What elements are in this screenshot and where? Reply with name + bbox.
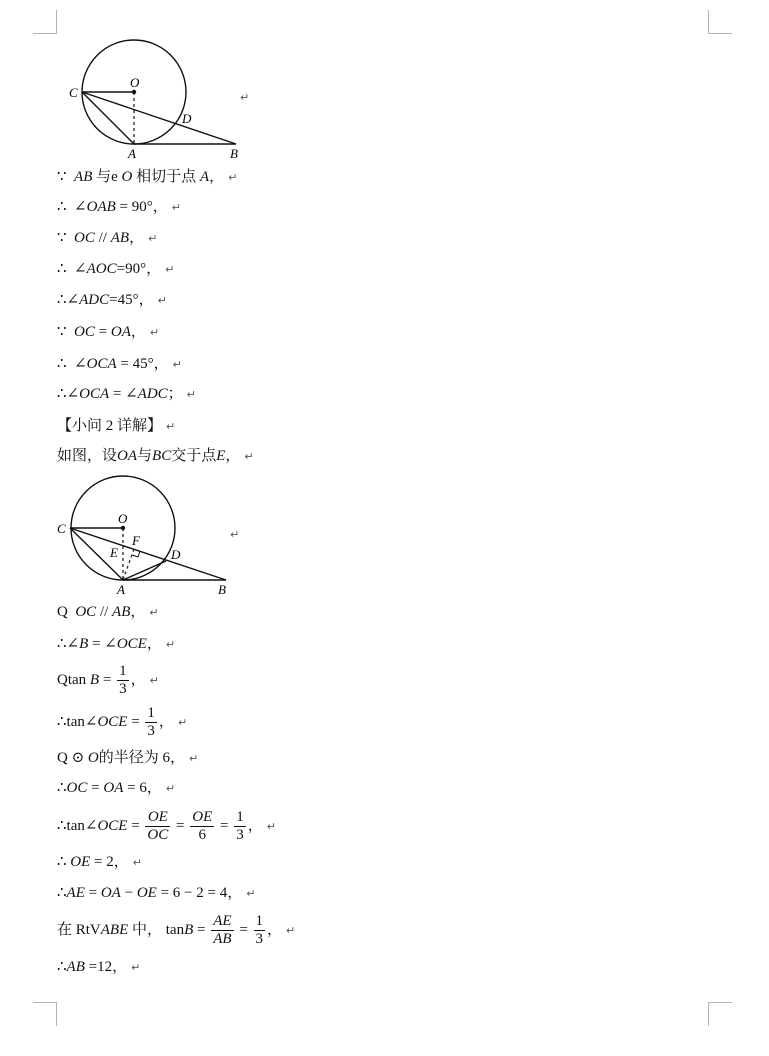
label-b: B (218, 582, 226, 597)
line-5: ∴∠ADC=45°， ↵ (57, 292, 167, 308)
right-angle-mark (132, 551, 140, 557)
line-12: ∴∠B = ∠OCE， ↵ (57, 636, 176, 652)
segment-cb (70, 528, 226, 580)
point-o (121, 526, 125, 530)
line-15: Q ⊙ O的半径为 6， ↵ (57, 750, 199, 766)
geometry-figure-2 (54, 470, 244, 598)
line-14: ∴tan∠OCE = $\frac{1}{3}$ ， ↵ (57, 705, 188, 740)
line-17: ∴tan∠OCE = $\frac{OE}{OC}$ = $\frac{OE}{6}$ = $\frac{1}{3}$ ， ↵ (57, 809, 276, 844)
line-21: ∴AB =12， ↵ (57, 959, 141, 975)
segment-ca (82, 92, 134, 144)
line-10: 如图，设OA与BC交于点E， ↵ (57, 448, 254, 464)
label-d: D (171, 547, 181, 562)
line-1: ∵ AB 与e O 相切于点 A， ↵ (57, 169, 238, 185)
crop-mark-bottom-left-h (33, 1002, 57, 1003)
point-o (132, 90, 136, 94)
line-19: ∴AE = OA − OE = 6 − 2 = 4， ↵ (57, 885, 256, 901)
label-o: O (118, 511, 128, 526)
line-13: Qtan B = $\frac{1}{3}$ ， ↵ (57, 663, 159, 698)
paragraph-mark: ↵ (240, 91, 250, 104)
paragraph-mark: ↵ (230, 528, 240, 541)
line-20: 在 RtVABE 中， tanB = $\frac{AE}{AB}$ = $\frac{1}{3}$ ， ↵ (57, 913, 296, 948)
label-f: F (132, 533, 140, 548)
section-heading: 【小问 2 详解】 ↵ (57, 418, 176, 434)
crop-mark-bottom-left-v (56, 1002, 57, 1026)
line-18: ∴ OE = 2， ↵ (57, 854, 142, 870)
line-8: ∴∠OCA = ∠ADC； ↵ (57, 386, 196, 402)
segment-ad (123, 561, 166, 580)
label-a: A (128, 146, 136, 161)
crop-mark-top-left-v (56, 10, 57, 34)
label-a: A (117, 582, 125, 597)
crop-mark-bottom-right-h (708, 1002, 732, 1003)
line-16: ∴OC = OA = 6， ↵ (57, 780, 176, 796)
segment-cb (82, 92, 236, 144)
label-c: C (69, 85, 78, 100)
line-7: ∴ ∠OCA = 45°， ↵ (57, 356, 182, 372)
label-e: E (110, 545, 118, 560)
crop-mark-top-right-v (708, 10, 709, 34)
label-d: D (182, 111, 192, 126)
line-3: ∵ OC // AB， ↵ (57, 230, 158, 246)
line-4: ∴ ∠AOC=90°， ↵ (57, 261, 175, 277)
crop-mark-top-left-h (33, 33, 57, 34)
line-11: Q OC // AB， ↵ (57, 604, 159, 620)
line-2: ∴ ∠OAB = 90°， ↵ (57, 199, 181, 215)
crop-mark-top-right-h (708, 33, 732, 34)
geometry-figure-1 (60, 36, 260, 166)
line-6: ∵ OC = OA， ↵ (57, 324, 160, 340)
label-o: O (130, 75, 140, 90)
label-b: B (230, 146, 238, 161)
crop-mark-bottom-right-v (708, 1002, 709, 1026)
label-c: C (57, 521, 66, 536)
